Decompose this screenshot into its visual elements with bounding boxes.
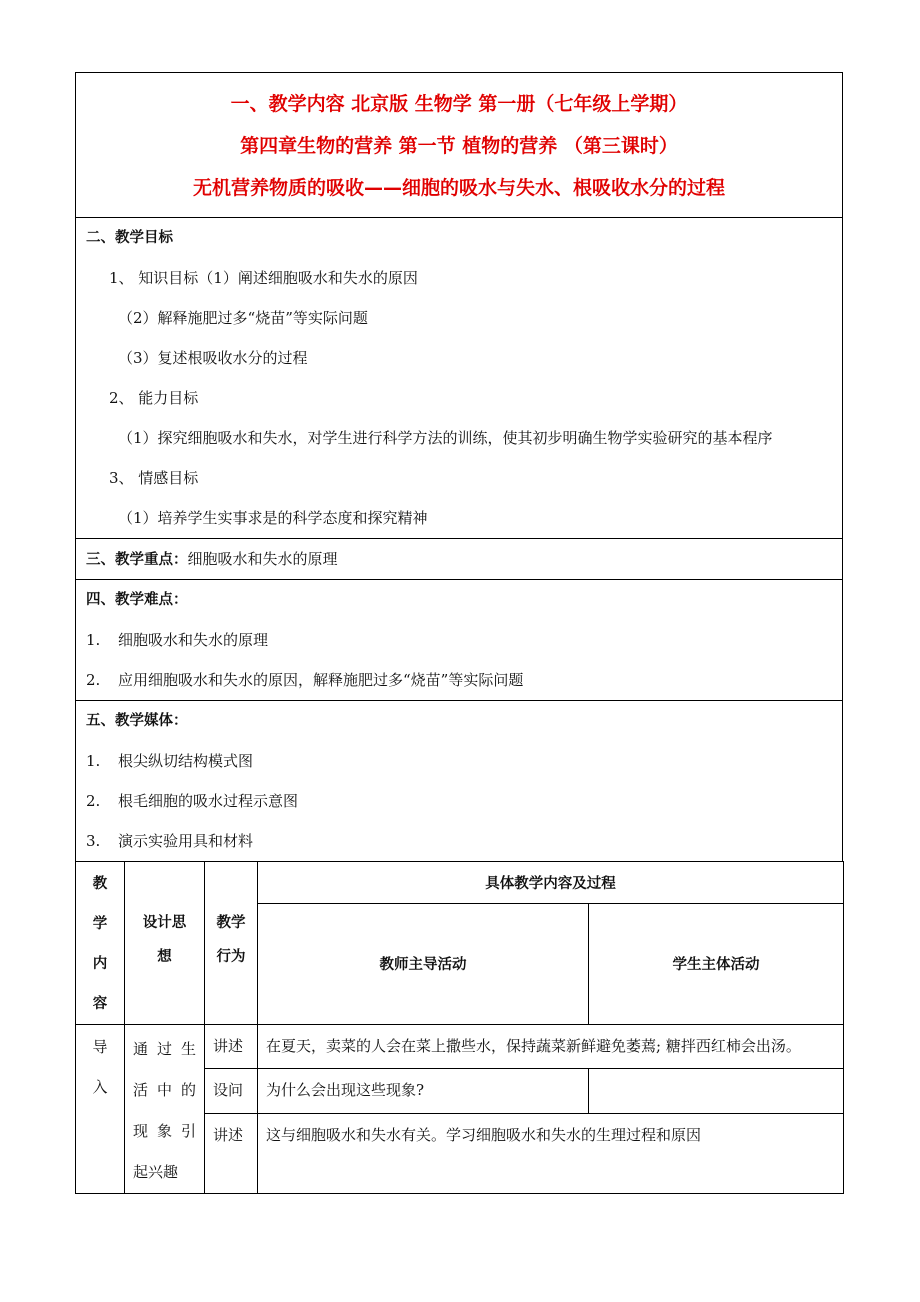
teaching-action: 设问	[205, 1069, 258, 1113]
objective-item: （3）复述根吸收水分的过程	[118, 349, 308, 367]
key-point-label: 三、教学重点：	[86, 552, 188, 568]
header-line-3: 无机营养物质的吸收——细胞的吸水与失水、根吸收水分的过程	[192, 177, 725, 199]
difficulty-section	[75, 580, 843, 701]
section-intro-label: 导 入	[76, 1025, 125, 1194]
difficulty-title: 四、教学难点：	[86, 592, 188, 608]
objective-item: 2、 能力目标	[109, 389, 199, 407]
teaching-action: 讲述	[205, 1025, 258, 1069]
col-content-header: 教 学 内 容	[76, 862, 125, 1025]
key-point-text: 细胞吸水和失水的原理	[187, 550, 338, 568]
objective-item: （1）培养学生实事求是的科学态度和探究精神	[118, 509, 428, 527]
objectives-title: 二、教学目标	[86, 230, 173, 246]
teaching-process-table	[75, 861, 844, 1194]
difficulty-item: 2. 应用细胞吸水和失水的原因，解释施肥过多“烧苗”等实际问题	[86, 671, 524, 689]
difficulty-item: 1. 细胞吸水和失水的原理	[86, 631, 269, 649]
media-item: 3. 演示实验用具和材料	[86, 832, 254, 850]
process-span-header: 具体教学内容及过程	[258, 862, 844, 904]
col-action-header: 教学 行为	[205, 862, 258, 1025]
media-section	[75, 701, 843, 862]
student-activity	[589, 1069, 844, 1113]
media-title: 五、教学媒体：	[86, 713, 188, 729]
col-design-header: 设计思 想	[125, 862, 205, 1025]
objectives-section	[75, 218, 843, 539]
media-item: 2. 根毛细胞的吸水过程示意图	[86, 792, 299, 810]
header-line-2: 第四章生物的营养 第一节 植物的营养 （第三课时）	[240, 135, 678, 157]
student-activity-header: 学生主体活动	[589, 903, 844, 1025]
teacher-activity: 这与细胞吸水和失水有关。学习细胞吸水和失水的生理过程和原因	[258, 1113, 844, 1193]
lesson-plan-page	[75, 72, 843, 1194]
lesson-header	[75, 72, 843, 218]
media-item: 1. 根尖纵切结构模式图	[86, 752, 254, 770]
teaching-action: 讲述	[205, 1113, 258, 1193]
design-idea-cell: 通 过 生 活 中 的 现 象 引 起兴趣	[125, 1025, 205, 1194]
objective-item: 3、 情感目标	[109, 469, 199, 487]
objective-item: （1）探究细胞吸水和失水，对学生进行科学方法的训练，使其初步明确生物学实验研究的基本程序	[118, 429, 773, 447]
teacher-activity: 在夏天，卖菜的人会在菜上撒些水，保持蔬菜新鲜避免萎蔫; 糖拌西红柿会出汤。	[258, 1025, 844, 1069]
objective-item: （2）解释施肥过多“烧苗”等实际问题	[118, 309, 368, 327]
objective-item: 1、 知识目标（1）阐述细胞吸水和失水的原因	[109, 269, 418, 287]
teacher-activity: 为什么会出现这些现象?	[258, 1069, 589, 1113]
header-line-1: 一、教学内容 北京版 生物学 第一册（七年级上学期）	[230, 93, 688, 115]
teacher-activity-header: 教师主导活动	[258, 903, 589, 1025]
key-point-section	[75, 539, 843, 580]
